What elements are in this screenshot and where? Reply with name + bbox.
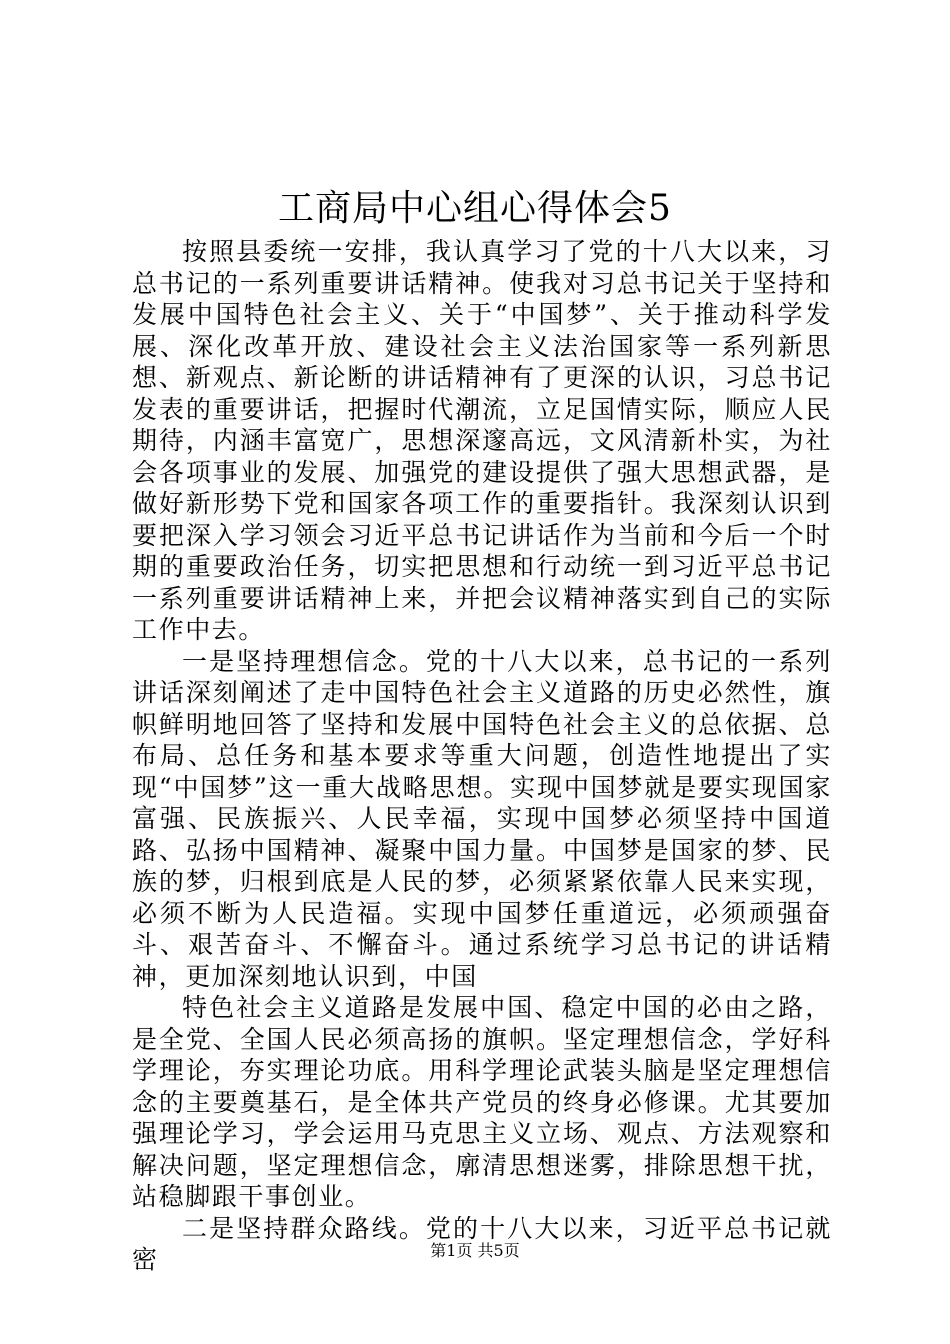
document-title: 工商局中心组心得体会5 [278, 188, 672, 229]
paragraph: 按照县委统一安排，我认真学习了党的十八大以来，习总书记的一系列重要讲话精神。使我对习总书记关于坚持和发展中国特色社会主义、关于“中国梦”、关于推动科学发展、深化改革开放、建设社会主义法治国家等一系列新思想、新观点、新论断的讲话精神有了更深的认识，习总书记发表的重要讲话，把握时代潮流，立足国情实际，顺应人民期待，内涵丰富宽广，思想深邃高远，文风清新朴实，为社会各项事业的发展、加强党的建设提供了强大思想武器，是做好新形势下党和国家各项工作的重要指针。我深刻认识到要把深入学习领会习近平总书记讲话作为当前和今后一个时期的重要政治任务，切实把思想和行动统一到习近平总书记一系列重要讲话精神上来，并把会议精神落实到自己的实际工作中去。 [132, 237, 832, 644]
paragraph: 二是坚持群众路线。党的十八大以来，习近平总书记就密 [132, 1213, 832, 1274]
paragraph: 一是坚持理想信念。党的十八大以来，总书记的一系列讲话深刻阐述了走中国特色社会主义道路的历史必然性，旗帜鲜明地回答了坚持和发展中国特色社会主义的总依据、总布局、总任务和基本要求等重大问题，创造性地提出了实现“中国梦”这一重大战略思想。实现中国梦就是要实现国家富强、民族振兴、人民幸福，实现中国梦必须坚持中国道路、弘扬中国精神、凝聚中国力量。中国梦是国家的梦、民族的梦，归根到底是人民的梦，必须紧紧依靠人民来实现，必须不断为人民造福。实现中国梦任重道远，必须顽强奋斗、艰苦奋斗、不懈奋斗。通过系统学习总书记的讲话精神，更加深刻地认识到，中国 [132, 646, 832, 991]
paragraph: 特色社会主义道路是发展中国、稳定中国的必由之路，是全党、全国人民必须高扬的旗帜。坚定理想信念，学好科学理论，夯实理论功底。用科学理论武装头脑是坚定理想信念的主要奠基石，是全体共产党员的终身必修课。尤其要加强理论学习，学会运用马克思主义立场、观点、方法观察和解决问题，坚定理想信念，廓清思想迷雾，排除思想干扰，站稳脚跟干事创业。 [132, 993, 832, 1211]
document-body [132, 236, 832, 1276]
page-number-footer: 第1页 共5页 [430, 1241, 520, 1260]
